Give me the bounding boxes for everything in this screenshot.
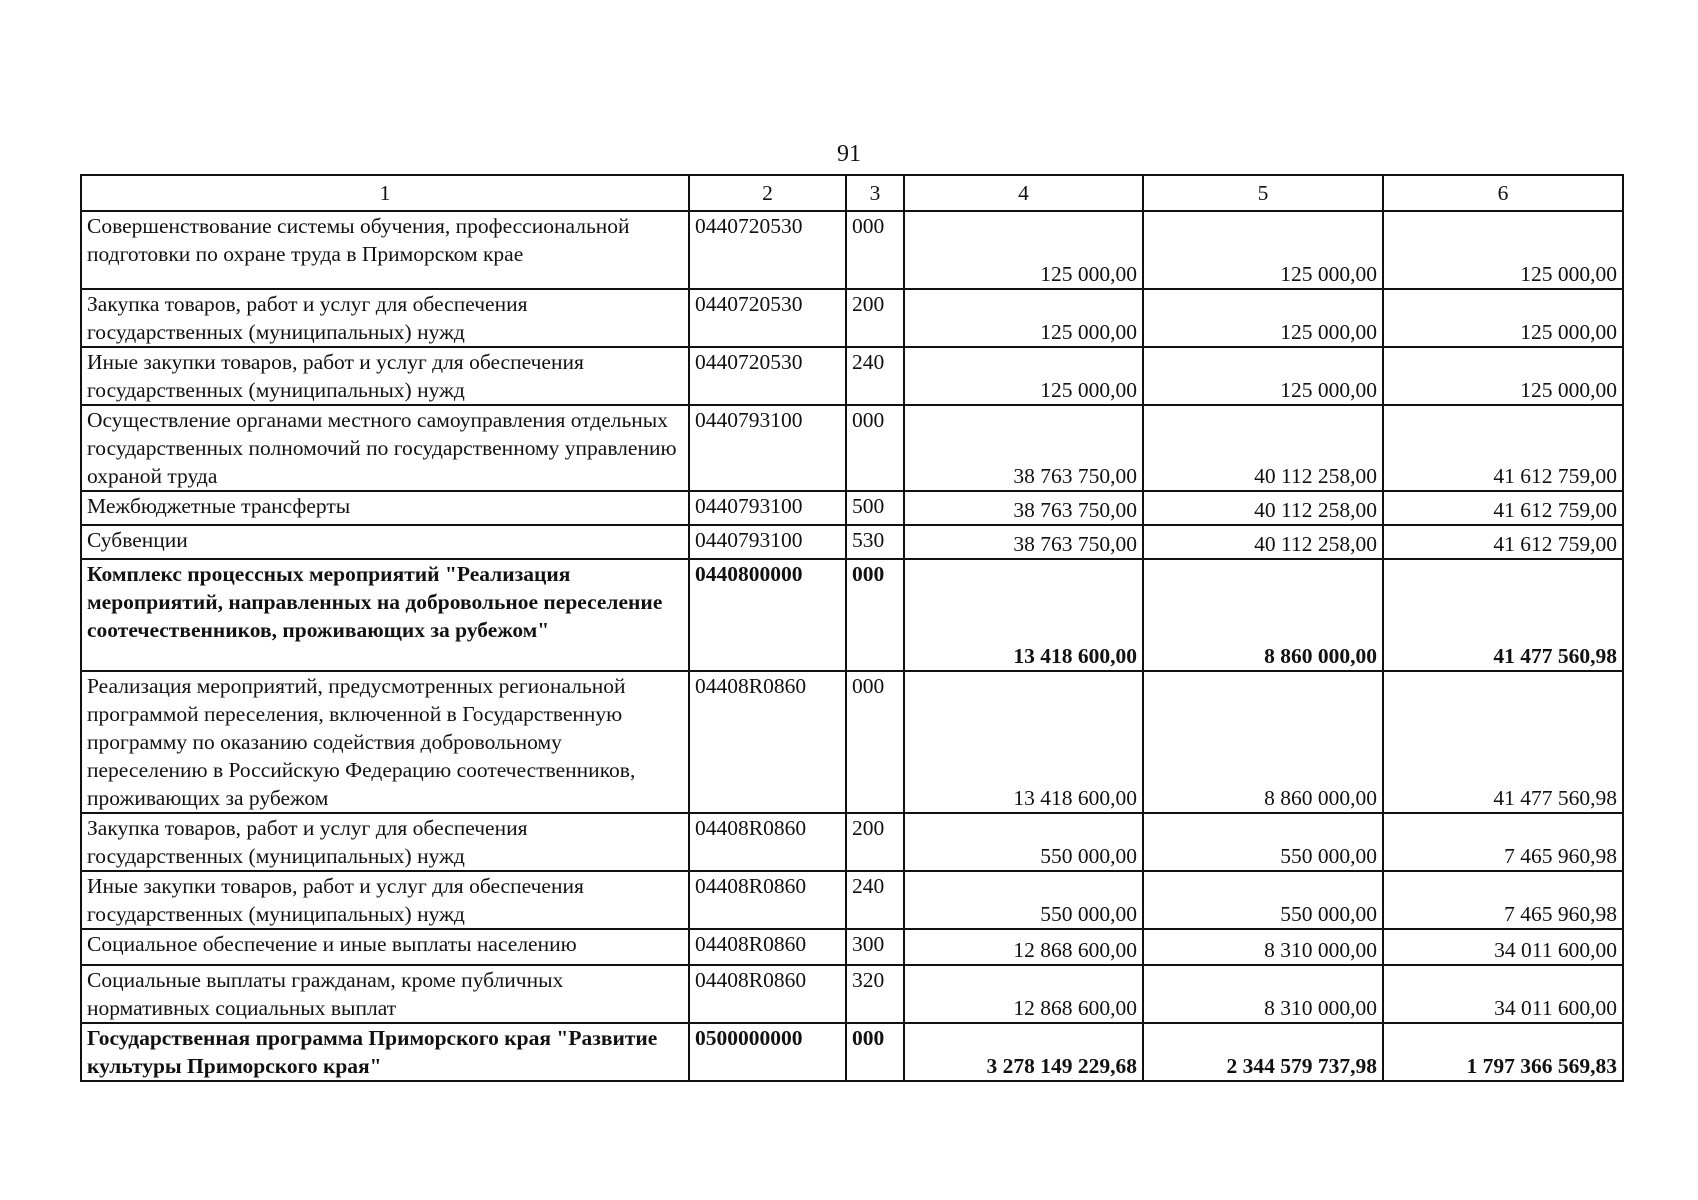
header-col-6: 6: [1383, 175, 1623, 211]
row-value-6: 41 477 560,98: [1383, 671, 1623, 813]
row-code: 04408R0860: [689, 871, 846, 929]
row-value-6: 125 000,00: [1383, 211, 1623, 289]
header-col-3: 3: [846, 175, 904, 211]
row-value-4: 3 278 149 229,68: [904, 1023, 1143, 1081]
table-row: [81, 491, 1623, 525]
header-col-2: 2: [689, 175, 846, 211]
row-type: 530: [846, 525, 904, 559]
row-value-6: 34 011 600,00: [1383, 929, 1623, 965]
header-col-4: 4: [904, 175, 1143, 211]
row-type: 500: [846, 491, 904, 525]
row-code: 0440793100: [689, 405, 846, 491]
table-row: [81, 525, 1623, 559]
table-row: [81, 211, 1623, 289]
row-name: Иные закупки товаров, работ и услуг для обеспечения государственных (муниципальных) нужд: [81, 347, 689, 405]
header-col-1: 1: [81, 175, 689, 211]
table-row: [81, 871, 1623, 929]
row-value-6: 125 000,00: [1383, 289, 1623, 347]
row-type: 200: [846, 813, 904, 871]
row-value-5: 8 310 000,00: [1143, 929, 1383, 965]
row-value-4: 125 000,00: [904, 347, 1143, 405]
row-name: Социальное обеспечение и иные выплаты населению: [81, 929, 689, 965]
row-name: Субвенции: [81, 525, 689, 559]
table-row: [81, 813, 1623, 871]
row-code: 0500000000: [689, 1023, 846, 1081]
row-value-4: 550 000,00: [904, 871, 1143, 929]
row-code: 04408R0860: [689, 965, 846, 1023]
row-value-5: 125 000,00: [1143, 211, 1383, 289]
row-name: Социальные выплаты гражданам, кроме публичных нормативных социальных выплат: [81, 965, 689, 1023]
row-type: 000: [846, 671, 904, 813]
row-value-6: 7 465 960,98: [1383, 813, 1623, 871]
row-value-5: 40 112 258,00: [1143, 405, 1383, 491]
row-value-5: 2 344 579 737,98: [1143, 1023, 1383, 1081]
table-row: [81, 405, 1623, 491]
row-value-4: 12 868 600,00: [904, 929, 1143, 965]
row-type: 000: [846, 211, 904, 289]
row-value-5: 550 000,00: [1143, 813, 1383, 871]
row-code: 0440800000: [689, 559, 846, 671]
row-name: Иные закупки товаров, работ и услуг для обеспечения государственных (муниципальных) нужд: [81, 871, 689, 929]
row-name: Совершенствование системы обучения, профессиональной подготовки по охране труда в Приморском крае: [81, 211, 689, 289]
table-row: [81, 671, 1623, 813]
row-type: 000: [846, 559, 904, 671]
row-value-4: 38 763 750,00: [904, 491, 1143, 525]
row-value-5: 8 310 000,00: [1143, 965, 1383, 1023]
row-type: 240: [846, 871, 904, 929]
row-type: 000: [846, 405, 904, 491]
row-value-5: 40 112 258,00: [1143, 525, 1383, 559]
budget-table: [80, 174, 1624, 1082]
row-value-6: 41 612 759,00: [1383, 525, 1623, 559]
row-value-4: 550 000,00: [904, 813, 1143, 871]
table-row: [81, 289, 1623, 347]
row-value-6: 41 612 759,00: [1383, 405, 1623, 491]
row-name: Межбюджетные трансферты: [81, 491, 689, 525]
row-value-6: 41 612 759,00: [1383, 491, 1623, 525]
row-value-4: 125 000,00: [904, 289, 1143, 347]
row-value-4: 12 868 600,00: [904, 965, 1143, 1023]
header-col-5: 5: [1143, 175, 1383, 211]
row-value-4: 13 418 600,00: [904, 671, 1143, 813]
row-value-5: 125 000,00: [1143, 347, 1383, 405]
header-row: [81, 175, 1623, 211]
row-value-5: 550 000,00: [1143, 871, 1383, 929]
table-row: [81, 1023, 1623, 1081]
table-row: [81, 965, 1623, 1023]
row-code: 0440720530: [689, 289, 846, 347]
row-value-6: 1 797 366 569,83: [1383, 1023, 1623, 1081]
row-value-5: 40 112 258,00: [1143, 491, 1383, 525]
row-value-6: 7 465 960,98: [1383, 871, 1623, 929]
row-type: 300: [846, 929, 904, 965]
row-value-4: 13 418 600,00: [904, 559, 1143, 671]
row-code: 0440793100: [689, 491, 846, 525]
row-type: 240: [846, 347, 904, 405]
row-type: 200: [846, 289, 904, 347]
row-code: 04408R0860: [689, 671, 846, 813]
row-name: Комплекс процессных мероприятий "Реализация мероприятий, направленных на добровольное переселение соотечественников, проживающих за рубежом": [81, 559, 689, 671]
row-code: 0440720530: [689, 347, 846, 405]
row-type: 320: [846, 965, 904, 1023]
row-type: 000: [846, 1023, 904, 1081]
row-code: 0440720530: [689, 211, 846, 289]
row-code: 04408R0860: [689, 813, 846, 871]
row-name: Реализация мероприятий, предусмотренных региональной программой переселения, включенной в Государственную программу по оказанию содействия добровольному переселению в Российскую Федерацию соотечественников, проживающих за рубежом: [81, 671, 689, 813]
row-value-4: 38 763 750,00: [904, 525, 1143, 559]
row-name: Закупка товаров, работ и услуг для обеспечения государственных (муниципальных) нужд: [81, 289, 689, 347]
row-name: Закупка товаров, работ и услуг для обеспечения государственных (муниципальных) нужд: [81, 813, 689, 871]
row-value-6: 34 011 600,00: [1383, 965, 1623, 1023]
row-code: 0440793100: [689, 525, 846, 559]
row-value-5: 8 860 000,00: [1143, 671, 1383, 813]
row-value-4: 125 000,00: [904, 211, 1143, 289]
table-row: [81, 347, 1623, 405]
row-name: Государственная программа Приморского края "Развитие культуры Приморского края": [81, 1023, 689, 1081]
table-row: [81, 929, 1623, 965]
row-value-4: 38 763 750,00: [904, 405, 1143, 491]
row-value-6: 125 000,00: [1383, 347, 1623, 405]
row-name: Осуществление органами местного самоуправления отдельных государственных полномочий по государственному управлению охраной труда: [81, 405, 689, 491]
row-value-5: 125 000,00: [1143, 289, 1383, 347]
row-value-6: 41 477 560,98: [1383, 559, 1623, 671]
row-code: 04408R0860: [689, 929, 846, 965]
page-number: 91: [837, 141, 861, 167]
row-value-5: 8 860 000,00: [1143, 559, 1383, 671]
table-row: [81, 559, 1623, 671]
